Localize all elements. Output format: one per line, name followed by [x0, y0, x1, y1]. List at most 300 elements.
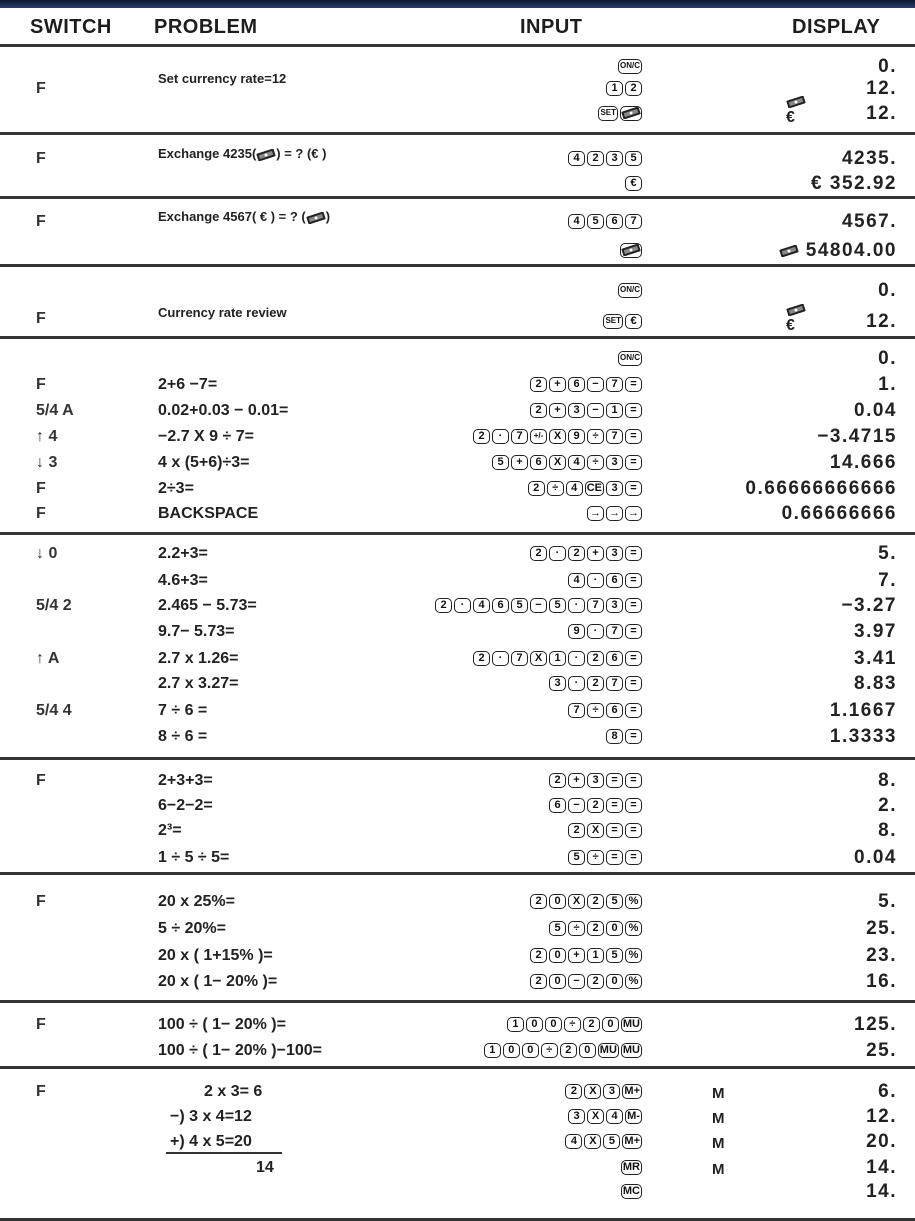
key-button[interactable]: =: [625, 676, 642, 691]
key-button[interactable]: 8: [606, 729, 623, 744]
key-button[interactable]: −: [568, 798, 585, 813]
key-sequence: [566, 214, 642, 229]
key-button[interactable]: X: [549, 429, 566, 444]
key-sequence: [616, 59, 642, 74]
switch-setting: 5/4 4: [36, 702, 72, 719]
key-button[interactable]: ·: [587, 624, 604, 639]
key-button[interactable]: 5: [587, 214, 604, 229]
key-button[interactable]: €: [625, 314, 642, 329]
display-value: 0.04: [854, 400, 897, 421]
key-button[interactable]: 0: [606, 921, 623, 936]
key-button[interactable]: 7: [606, 676, 623, 691]
problem-text: +) 4 x 5=20: [170, 1133, 252, 1150]
key-sequence: [604, 729, 642, 744]
key-button[interactable]: +: [549, 377, 566, 392]
key-button[interactable]: 2: [560, 1043, 577, 1058]
key-button[interactable]: 1: [549, 651, 566, 666]
key-button[interactable]: −: [587, 403, 604, 418]
key-button[interactable]: 7: [511, 429, 528, 444]
key-button[interactable]: =: [625, 729, 642, 744]
key-button[interactable]: =: [606, 773, 623, 788]
key-sequence: [566, 850, 642, 865]
key-button[interactable]: 6: [606, 651, 623, 666]
display-value: 3.97: [854, 621, 897, 642]
key-sequence: [566, 151, 642, 166]
key-button[interactable]: %: [625, 974, 642, 989]
display-value: 4567.: [841, 211, 897, 232]
switch-setting: ↑ A: [36, 650, 60, 667]
key-button[interactable]: 7: [511, 651, 528, 666]
key-button[interactable]: +: [568, 948, 585, 963]
memory-indicator: M: [712, 1110, 725, 1127]
key-button[interactable]: M+: [624, 1135, 640, 1147]
key-button[interactable]: −: [530, 598, 547, 613]
top-border-bar: [0, 0, 915, 8]
key-button[interactable]: €: [625, 176, 642, 191]
key-button[interactable]: X: [549, 455, 566, 470]
switch-setting: F: [36, 1083, 46, 1100]
key-button[interactable]: 3: [606, 455, 623, 470]
key-sequence: [619, 1184, 642, 1199]
key-button[interactable]: =: [625, 598, 642, 613]
switch-setting: F: [36, 505, 46, 522]
switch-setting: F: [36, 480, 46, 497]
key-button[interactable]: MC: [622, 1185, 640, 1197]
key-button[interactable]: ·: [492, 651, 509, 666]
key-button[interactable]: 3: [587, 773, 604, 788]
key-button[interactable]: 2: [528, 481, 545, 496]
key-sequence: [547, 798, 642, 813]
key-button[interactable]: X: [530, 651, 547, 666]
key-button[interactable]: 0: [606, 974, 623, 989]
key-button[interactable]: ÷: [547, 481, 564, 496]
key-button[interactable]: =: [625, 823, 642, 838]
key-button[interactable]: 5: [606, 894, 623, 909]
display-value: 1.3333: [829, 726, 897, 747]
display-value: 54804.00: [779, 240, 897, 262]
section-divider: [0, 1066, 915, 1069]
key-button[interactable]: =: [625, 651, 642, 666]
key-sequence: [471, 651, 642, 666]
key-button[interactable]: +: [587, 546, 604, 561]
key-button[interactable]: 2: [568, 546, 585, 561]
key-button[interactable]: 1: [587, 948, 604, 963]
key-sequence: [547, 676, 642, 691]
section-divider: [0, 264, 915, 267]
key-sequence: [528, 546, 642, 561]
display-value: 12.: [866, 78, 897, 99]
key-button[interactable]: 5: [568, 850, 585, 865]
key-button[interactable]: 0: [549, 974, 566, 989]
key-button[interactable]: MR: [622, 1161, 640, 1173]
key-button[interactable]: 5: [492, 455, 509, 470]
switch-setting: F: [36, 80, 46, 97]
key-button[interactable]: 0: [549, 948, 566, 963]
key-button[interactable]: ·: [454, 598, 471, 613]
banknote-icon: [786, 304, 806, 316]
display-value: −3.4715: [817, 426, 897, 447]
display-value: 3.41: [854, 648, 897, 669]
key-button[interactable]: −: [587, 377, 604, 392]
key-button[interactable]: 1: [606, 403, 623, 418]
display-value: 14.: [866, 1157, 897, 1178]
key-button[interactable]: =: [625, 798, 642, 813]
key-button[interactable]: 6: [606, 573, 623, 588]
key-button[interactable]: ·: [549, 546, 566, 561]
key-button[interactable]: 2: [530, 974, 547, 989]
display-value: 0.: [878, 348, 897, 369]
key-button[interactable]: +: [549, 403, 566, 418]
problem-text: 2.465 − 5.73=: [158, 597, 257, 614]
key-button[interactable]: 5: [603, 1134, 620, 1149]
key-sequence: [566, 573, 642, 588]
problem-text: 5 ÷ 20%=: [158, 920, 226, 937]
display-value: 0.04: [854, 847, 897, 868]
display-value: 1.: [878, 374, 897, 395]
key-button[interactable]: 5: [606, 948, 623, 963]
key-button[interactable]: 1: [606, 81, 623, 96]
key-button[interactable]: SET: [603, 314, 623, 329]
problem-text: 100 ÷ ( 1− 20% )−100=: [158, 1042, 323, 1059]
key-button[interactable]: 7: [606, 429, 623, 444]
section-divider: [0, 336, 915, 339]
banknote-icon: [786, 96, 806, 108]
currency-indicator: [786, 93, 806, 125]
memory-indicator: M: [712, 1135, 725, 1152]
key-button[interactable]: =: [625, 377, 642, 392]
key-button[interactable]: ·: [568, 651, 585, 666]
key-currency-note[interactable]: [620, 106, 642, 121]
key-button[interactable]: −: [568, 974, 585, 989]
problem-text: 2³=: [158, 822, 182, 839]
key-button[interactable]: 2: [530, 403, 547, 418]
key-sequence: [563, 1134, 642, 1149]
key-sequence: [596, 106, 642, 121]
switch-setting: F: [36, 893, 46, 910]
key-button[interactable]: →: [606, 506, 623, 521]
key-button[interactable]: 2: [587, 151, 604, 166]
key-button[interactable]: SET: [598, 106, 618, 121]
key-sequence: [490, 455, 642, 470]
display-value: 4235.: [841, 148, 897, 169]
problem-text: BACKSPACE: [158, 505, 259, 522]
key-button[interactable]: →: [625, 506, 642, 521]
key-sequence: [601, 314, 642, 329]
key-button[interactable]: 2: [473, 429, 490, 444]
display-value: 2.: [878, 795, 897, 816]
key-sequence: [585, 506, 642, 521]
problem-text: 0.02+0.03 − 0.01=: [158, 402, 289, 419]
display-value: 25.: [866, 918, 897, 939]
key-button[interactable]: MU: [622, 1018, 640, 1030]
key-button[interactable]: 2: [583, 1017, 600, 1032]
key-button[interactable]: 1: [507, 1017, 524, 1032]
key-button[interactable]: +/-: [530, 429, 547, 444]
table-header: [0, 8, 915, 44]
switch-setting: F: [36, 213, 46, 230]
key-button[interactable]: =: [625, 850, 642, 865]
header-switch: SWITCH: [30, 16, 112, 38]
key-button[interactable]: 2: [587, 974, 604, 989]
key-button[interactable]: %: [625, 948, 642, 963]
key-button[interactable]: 3: [603, 1084, 620, 1099]
key-button[interactable]: 5: [549, 921, 566, 936]
key-sequence: [616, 283, 642, 298]
key-sequence: [528, 377, 642, 392]
problem-text: 4.6+3=: [158, 572, 208, 589]
key-sequence: [566, 823, 642, 838]
key-button[interactable]: 2: [568, 823, 585, 838]
key-button[interactable]: 2: [530, 546, 547, 561]
display-value: 16.: [866, 971, 897, 992]
key-button[interactable]: 0: [545, 1017, 562, 1032]
key-button[interactable]: 2: [587, 921, 604, 936]
key-button[interactable]: 2: [530, 948, 547, 963]
key-button[interactable]: ÷: [568, 921, 585, 936]
key-sequence: [623, 176, 642, 191]
key-button[interactable]: 0: [549, 894, 566, 909]
problem-text: 20 x 25%=: [158, 893, 235, 910]
key-button[interactable]: 6: [530, 455, 547, 470]
problem-text: 100 ÷ ( 1− 20% )=: [158, 1016, 286, 1033]
display-value: 0.66666666666: [745, 478, 897, 499]
key-button[interactable]: ·: [492, 429, 509, 444]
key-button[interactable]: 4: [568, 214, 585, 229]
memory-indicator: M: [712, 1161, 725, 1178]
key-button[interactable]: X: [584, 1134, 601, 1149]
key-button[interactable]: 2: [473, 651, 490, 666]
key-sequence: [618, 243, 642, 258]
key-sequence: [547, 921, 642, 936]
key-button[interactable]: +: [568, 773, 585, 788]
switch-setting: F: [36, 772, 46, 789]
key-button[interactable]: ÷: [587, 455, 604, 470]
key-button[interactable]: 0: [579, 1043, 596, 1058]
problem-text: 7 ÷ 6 =: [158, 702, 208, 719]
problem-text: 14: [256, 1159, 274, 1176]
banknote-icon: [256, 149, 276, 161]
key-sequence: [566, 624, 642, 639]
switch-setting: F: [36, 310, 46, 327]
key-button[interactable]: X: [587, 823, 604, 838]
display-value: 0.66666666: [781, 503, 897, 524]
key-button[interactable]: 2: [587, 798, 604, 813]
key-button[interactable]: 6: [606, 214, 623, 229]
key-sequence: [547, 773, 642, 788]
key-button[interactable]: MU: [622, 1044, 640, 1056]
key-button[interactable]: 4: [566, 481, 583, 496]
key-button[interactable]: 1: [484, 1043, 501, 1058]
switch-setting: 5/4 2: [36, 597, 72, 614]
switch-setting: ↓ 0: [36, 545, 58, 562]
key-button[interactable]: ÷: [587, 703, 604, 718]
key-button[interactable]: 2: [565, 1084, 582, 1099]
problem-text: 20 x ( 1+15% )=: [158, 947, 273, 964]
key-button[interactable]: =: [625, 703, 642, 718]
key-button[interactable]: 7: [625, 214, 642, 229]
display-value: 8.: [878, 770, 897, 791]
key-sequence: [563, 1084, 642, 1099]
key-sequence: [604, 81, 642, 96]
key-button[interactable]: M-: [625, 1109, 642, 1124]
key-button[interactable]: 2: [587, 894, 604, 909]
key-button[interactable]: X: [587, 1109, 604, 1124]
key-button[interactable]: 7: [568, 703, 585, 718]
key-button[interactable]: 4: [473, 598, 490, 613]
problem-text: 1 ÷ 5 ÷ 5=: [158, 849, 230, 866]
key-button[interactable]: 4: [565, 1134, 582, 1149]
key-button[interactable]: 2: [530, 894, 547, 909]
problem-text: 2 x 3= 6: [204, 1083, 263, 1100]
problem-text: 2+6 −7=: [158, 376, 218, 393]
key-button[interactable]: 6: [492, 598, 509, 613]
key-button[interactable]: ÷: [564, 1017, 581, 1032]
key-sequence: [619, 1160, 642, 1175]
key-sequence: [528, 403, 642, 418]
key-button[interactable]: 3: [606, 598, 623, 613]
display-value: 0.: [878, 56, 897, 77]
key-button[interactable]: =: [625, 481, 642, 496]
key-button[interactable]: 2: [587, 651, 604, 666]
key-button[interactable]: 3: [606, 151, 623, 166]
key-button[interactable]: 5: [625, 151, 642, 166]
key-sequence: [505, 1017, 642, 1032]
key-button[interactable]: ·: [568, 598, 585, 613]
key-button[interactable]: =: [606, 850, 623, 865]
key-button[interactable]: =: [625, 773, 642, 788]
key-button[interactable]: 0: [503, 1043, 520, 1058]
key-button[interactable]: →: [587, 506, 604, 521]
banknote-icon: [306, 212, 326, 224]
key-button[interactable]: %: [625, 921, 642, 936]
key-button[interactable]: =: [625, 455, 642, 470]
problem-text: Exchange 4567( € ) = ? ( ): [158, 209, 331, 224]
key-button[interactable]: 4: [568, 455, 585, 470]
key-button[interactable]: 3: [568, 403, 585, 418]
banknote-icon: [621, 244, 641, 256]
display-value: € 352.92: [811, 173, 897, 194]
key-button[interactable]: 5: [511, 598, 528, 613]
key-button[interactable]: 2: [587, 676, 604, 691]
euro-icon: €: [786, 317, 795, 334]
key-button[interactable]: +: [511, 455, 528, 470]
problem-text: 2.2+3=: [158, 545, 208, 562]
key-button[interactable]: 2: [435, 598, 452, 613]
display-value: 14.: [866, 1181, 897, 1202]
problem-text: 2.7 x 3.27=: [158, 675, 239, 692]
key-button[interactable]: 9: [568, 624, 585, 639]
key-button[interactable]: 2: [530, 377, 547, 392]
key-sequence: [433, 598, 642, 613]
key-button[interactable]: =: [606, 798, 623, 813]
key-button[interactable]: =: [625, 403, 642, 418]
key-sequence: [566, 1109, 642, 1124]
display-value: 8.83: [854, 673, 897, 694]
key-sequence: [528, 894, 642, 909]
key-button[interactable]: M+: [624, 1085, 640, 1097]
key-button[interactable]: 7: [606, 377, 623, 392]
key-button[interactable]: 3: [568, 1109, 585, 1124]
display-value: 7.: [878, 570, 897, 591]
display-value: 12.: [866, 311, 897, 332]
switch-setting: F: [36, 150, 46, 167]
key-button[interactable]: ON/C: [618, 351, 642, 366]
key-button[interactable]: 2: [549, 773, 566, 788]
section-divider: [0, 1000, 915, 1003]
key-button[interactable]: ÷: [541, 1043, 558, 1058]
display-value: 5.: [878, 891, 897, 912]
key-button[interactable]: X: [584, 1084, 601, 1099]
key-button[interactable]: 6: [549, 798, 566, 813]
switch-setting: ↑ 4: [36, 428, 58, 445]
key-button[interactable]: 9: [568, 429, 585, 444]
key-button[interactable]: ·: [587, 573, 604, 588]
problem-text: 2+3+3=: [158, 772, 213, 789]
display-value: 8.: [878, 820, 897, 841]
key-button[interactable]: 4: [568, 151, 585, 166]
key-button[interactable]: =: [625, 624, 642, 639]
key-sequence: [526, 481, 642, 496]
key-button[interactable]: MU: [599, 1044, 617, 1056]
key-currency-note[interactable]: [620, 243, 642, 258]
key-button[interactable]: CE: [586, 482, 602, 494]
key-button[interactable]: 4: [568, 573, 585, 588]
key-button[interactable]: =: [625, 573, 642, 588]
key-button[interactable]: =: [606, 823, 623, 838]
key-button[interactable]: =: [625, 546, 642, 561]
display-value: 14.666: [829, 452, 897, 473]
problem-text: 2÷3=: [158, 480, 194, 497]
key-button[interactable]: 0: [522, 1043, 539, 1058]
display-value: 23.: [866, 945, 897, 966]
key-button[interactable]: 3: [606, 481, 623, 496]
section-divider: [0, 132, 915, 135]
key-button[interactable]: ÷: [587, 850, 604, 865]
key-button[interactable]: ON/C: [618, 59, 642, 74]
key-button[interactable]: 3: [549, 676, 566, 691]
display-value: 20.: [866, 1131, 897, 1152]
euro-icon: €: [786, 109, 795, 126]
key-button[interactable]: X: [568, 894, 585, 909]
problem-text: 4 x (5+6)÷3=: [158, 454, 250, 471]
problem-text: Currency rate review: [158, 305, 287, 320]
problem-text: −) 3 x 4=12: [170, 1108, 252, 1125]
key-button[interactable]: 7: [587, 598, 604, 613]
key-button[interactable]: 7: [606, 624, 623, 639]
header-problem: PROBLEM: [154, 16, 258, 38]
key-button[interactable]: 4: [606, 1109, 623, 1124]
key-button[interactable]: 0: [602, 1017, 619, 1032]
key-button[interactable]: 2: [625, 81, 642, 96]
display-value: 12.: [866, 103, 897, 124]
key-button[interactable]: %: [625, 894, 642, 909]
key-button[interactable]: =: [625, 429, 642, 444]
key-button[interactable]: ·: [568, 676, 585, 691]
key-button[interactable]: 6: [568, 377, 585, 392]
key-button[interactable]: ÷: [587, 429, 604, 444]
key-button[interactable]: 6: [606, 703, 623, 718]
problem-text: −2.7 X 9 ÷ 7=: [158, 428, 254, 445]
key-button[interactable]: 5: [549, 598, 566, 613]
banknote-icon: [779, 245, 799, 257]
key-button[interactable]: 3: [606, 546, 623, 561]
key-sequence: [566, 703, 642, 718]
key-button[interactable]: ON/C: [618, 283, 642, 298]
header-display: DISPLAY: [792, 16, 881, 38]
display-value: 25.: [866, 1040, 897, 1061]
key-button[interactable]: 0: [526, 1017, 543, 1032]
key-sequence: [471, 429, 642, 444]
